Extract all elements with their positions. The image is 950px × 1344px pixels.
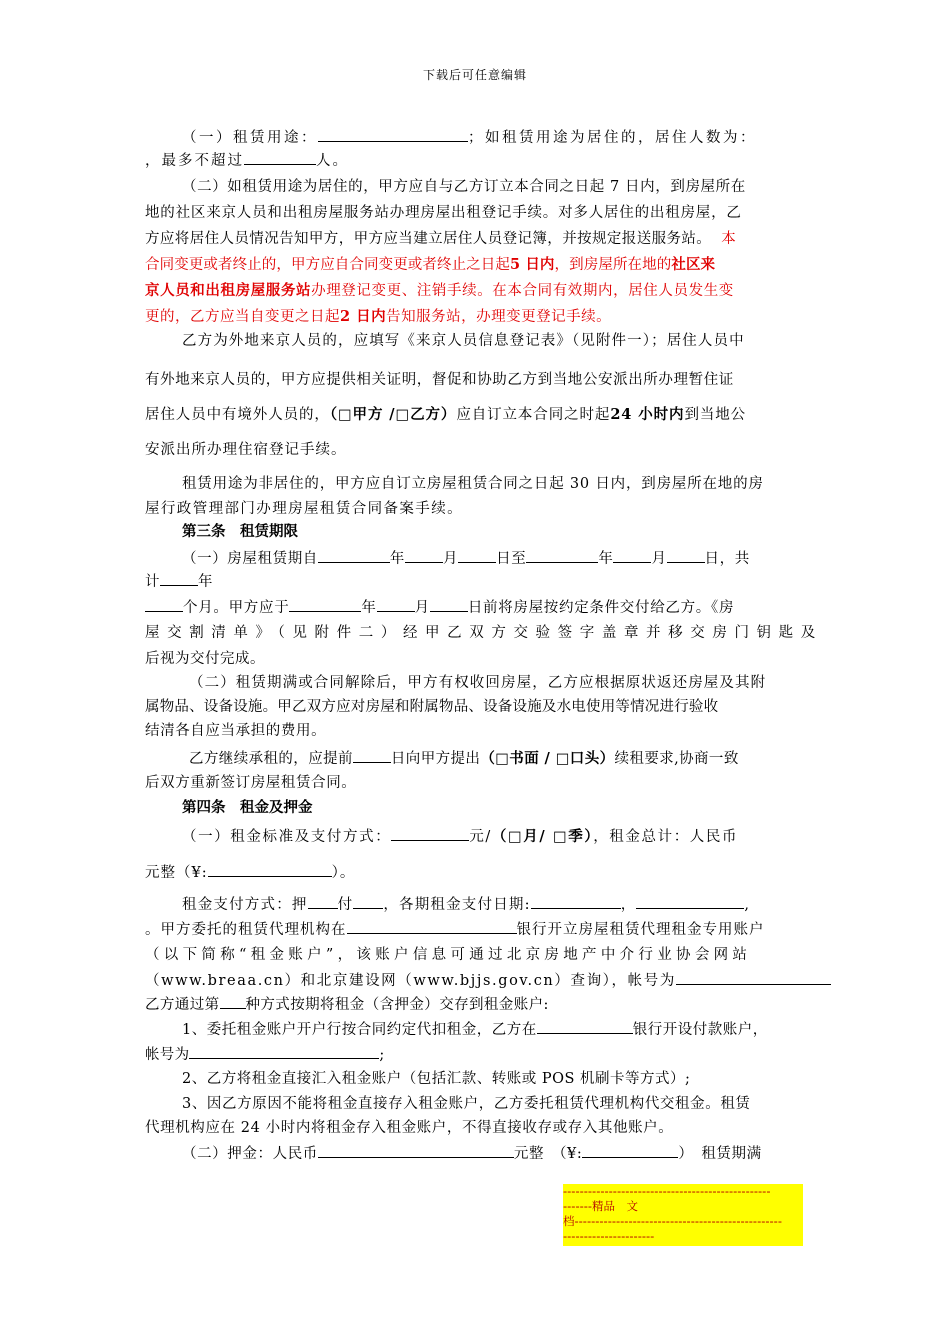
document-line (145, 548, 750, 569)
document-line (145, 281, 734, 301)
text-segment: ）。 (331, 865, 356, 881)
text-segment: ， (620, 897, 637, 913)
text-segment: 元整（¥: (145, 865, 208, 881)
text-segment: （二）押金：人民币 (182, 1146, 318, 1162)
text-segment: 年 (389, 551, 406, 567)
text-segment: ；如租赁用途为居住的，居住人数为： (468, 130, 757, 146)
text-segment: 安派出所办理住宿登记手续。 (145, 442, 347, 458)
blank-fill-line (531, 894, 621, 909)
text-segment: 人。 (316, 153, 349, 169)
blank-fill-line (636, 894, 744, 909)
document-line (145, 649, 265, 669)
text-segment: 元/ (469, 829, 492, 845)
text-segment: 租赁用途为非居住的，甲方应自订立房屋租赁合同之日起 30 日内，到房屋所在地的房 (182, 476, 764, 492)
text-segment: ，最多不超过 (145, 153, 244, 169)
text-segment: 月 (414, 600, 430, 616)
text-segment: 屋交割清单》（见附件二）经甲乙双方交验签字盖章并移交房门钥匙及 (145, 625, 823, 641)
document-line (145, 1143, 762, 1164)
text-segment: 年 (198, 574, 213, 590)
footer-line-4: ---------------------- (563, 1229, 655, 1243)
document-line (145, 440, 347, 460)
text-segment: 代理机构应在 24 小时内将租金存入租金账户，不得直接收存或存入其他账户。 (145, 1120, 674, 1136)
text-segment: 后视为交付完成。 (145, 651, 265, 667)
text-segment: （www.breaa.cn）和北京建设网（www.bjjs.gov.cn）查询），帐号为 (145, 973, 676, 989)
blank-fill-line (244, 150, 316, 165)
text-segment: （以下简称“租金账户”，该账户信息可通过北京房地产中介行业协会网站 (145, 947, 752, 963)
blank-fill-line (377, 597, 415, 612)
document-line (145, 623, 823, 643)
text-segment: 第三条 租赁期限 (182, 523, 298, 540)
text-segment: 日，共 (704, 551, 750, 567)
text-segment: 社区来 (671, 256, 716, 273)
text-segment: （二）租赁期满或合同解除后，甲方有权收回房屋，乙方应根据原状返还房屋及其附 (189, 675, 767, 691)
text-segment: 租金支付方式：押 (182, 897, 308, 913)
text-segment: 月 (443, 551, 459, 567)
text-segment: 到当地公 (684, 407, 747, 423)
text-segment: 屋行政管理部门办理房屋租赁合同备案手续。 (145, 501, 463, 517)
text-segment: 续租要求,协商一致 (614, 751, 739, 767)
document-line (145, 697, 718, 717)
blank-fill-line (667, 548, 705, 563)
text-segment: 月 (651, 551, 667, 567)
text-segment: 后双方重新签订房屋租赁合同。 (145, 775, 357, 791)
document-line (145, 945, 751, 965)
text-segment: 24 小时内 (610, 406, 685, 423)
document-line (145, 229, 736, 249)
blank-fill-line (308, 894, 338, 909)
blank-fill-line (458, 548, 496, 563)
text-segment: （一）租赁用途： (182, 130, 318, 146)
footer-line-1: -------------------------------------------------- (563, 1184, 771, 1198)
blank-fill-line (208, 862, 332, 877)
document-line (145, 826, 738, 847)
text-segment: 种方式按期将租金（含押金）交存到租金账户: (245, 997, 549, 1013)
document-line (145, 862, 355, 883)
document-line (145, 405, 746, 425)
document-line (145, 127, 757, 148)
text-segment: 付 (337, 897, 354, 913)
text-segment: 乙方为外地来京人员的，应填写《来京人员信息登记表》（见附件一）；居住人员中 (182, 333, 745, 349)
text-segment: 元整 （¥: (513, 1146, 583, 1162)
document-line (145, 798, 313, 818)
text-segment: ） 租赁期满 (678, 1146, 762, 1162)
text-segment: 本 (721, 231, 737, 247)
text-segment: 银行开设付款账户， (632, 1022, 768, 1038)
blank-fill-line (189, 1044, 379, 1059)
document-line (145, 748, 739, 769)
text-segment: 帐号为 (145, 1047, 190, 1063)
document-line (145, 177, 746, 197)
text-segment: （□甲方 /□乙方） (329, 406, 457, 423)
document-line (145, 721, 326, 741)
document-line (145, 1094, 751, 1114)
text-segment: 计 (145, 574, 160, 590)
text-segment: 京人员和出租房屋服务站 (145, 282, 312, 299)
text-segment: 合同变更或者终止的，甲方应自合同变更或者终止之日起 (145, 257, 510, 273)
document-line (145, 1019, 768, 1040)
document-line (145, 571, 213, 592)
document-line (145, 255, 715, 275)
text-segment: （一）租金标准及支付方式： (182, 829, 392, 845)
page-header: 下载后可任意编辑 (422, 68, 527, 82)
text-segment: 年 (598, 551, 614, 567)
document-line (145, 773, 356, 793)
text-segment: （□月/ □季） (491, 828, 594, 845)
blank-fill-line (318, 548, 390, 563)
blank-fill-line (318, 1143, 514, 1158)
text-segment: ，到房屋所在地的 (554, 257, 672, 273)
document-line (145, 1044, 385, 1065)
document-line (145, 1069, 690, 1089)
text-segment: 居住人员中有境外人员的， (145, 407, 330, 423)
document-line (145, 203, 742, 223)
footer-watermark-box (563, 1184, 803, 1246)
footer-line-2: -------精品 文 (563, 1199, 639, 1213)
text-segment: 5 日内 (510, 256, 555, 273)
text-segment: 。甲方委托的租赁代理机构在 (145, 922, 347, 938)
blank-fill-line (526, 548, 598, 563)
blank-fill-line (582, 1143, 678, 1158)
text-segment: 属物品、设备设施。甲乙双方应对房屋和附属物品、设备设施及水电使用等情况进行验收 (145, 699, 719, 715)
text-segment: 更的，乙方应当自变更之日起 (145, 309, 340, 325)
text-segment: （二）如租赁用途为居住的，甲方应自与乙方订立本合同之日起 7 日内，到房屋所在 (182, 179, 746, 195)
text-segment: 第四条 租金及押金 (182, 799, 313, 816)
document-line (145, 331, 745, 351)
document-line (145, 150, 349, 171)
blank-fill-line (353, 894, 383, 909)
blank-fill-line (391, 826, 469, 841)
text-segment: 3、因乙方原因不能将租金直接存入租金账户，乙方委托租赁代理机构代交租金。租赁 (182, 1096, 751, 1112)
blank-fill-line (220, 994, 246, 1009)
text-segment: 应自订立本合同之时起 (456, 407, 611, 423)
document-line (145, 370, 734, 390)
text-segment: 1、委托租金账户开户行按合同约定代扣租金，乙方在 (182, 1022, 537, 1038)
text-segment: （一）房屋租赁期自 (182, 551, 318, 567)
blank-fill-line (347, 919, 517, 934)
text-segment: 告知服务站，办理变更登记手续。 (386, 309, 612, 325)
blank-fill-line (353, 748, 391, 763)
text-segment: , (744, 897, 751, 913)
blank-fill-line (289, 597, 361, 612)
document-line (145, 499, 463, 519)
blank-fill-line (318, 127, 468, 142)
blank-fill-line (537, 1019, 633, 1034)
blank-fill-line (405, 548, 443, 563)
footer-line-3: 档-------------------------------------------------- (563, 1214, 782, 1228)
text-segment: 银行开立房屋租赁代理租金专用账户 (516, 922, 765, 938)
blank-fill-line (430, 597, 468, 612)
blank-fill-line (676, 970, 831, 985)
text-segment: 2、乙方将租金直接汇入租金账户（包括汇款、转账或 POS 机刷卡等方式）; (182, 1071, 691, 1087)
text-segment: 有外地来京人员的，甲方应提供相关证明，督促和协助乙方到当地公安派出所办理暂住证 (145, 372, 734, 388)
document-line (145, 307, 611, 327)
document-line (145, 474, 764, 494)
text-segment: 地的社区来京人员和出租房屋服务站办理房屋出租登记手续。对多人居住的出租房屋，乙 (145, 205, 742, 221)
document-line (145, 970, 831, 991)
document-line (145, 522, 298, 542)
document-line (145, 994, 549, 1015)
text-segment: （□书面 / □口头） (480, 750, 615, 767)
text-segment: ，租金总计：人民币 (593, 829, 739, 845)
document-line (145, 1118, 673, 1138)
blank-fill-line (160, 571, 198, 586)
text-segment: 日向甲方提出 (390, 751, 481, 767)
text-segment: 乙方通过第 (145, 997, 220, 1013)
document-line (145, 673, 766, 693)
text-segment: 方应将居住人员情况告知甲方，甲方应当建立居住人员登记簿，并按规定报送服务站。 (145, 231, 712, 247)
text-segment: 年 (361, 600, 377, 616)
text-segment: 日至 (496, 551, 527, 567)
text-segment: 日前将房屋按约定条件交付给乙方。《房 (467, 600, 735, 616)
text-segment: 乙方继续承租的，应提前 (189, 751, 353, 767)
text-segment: ; (379, 1047, 385, 1063)
document-line (145, 894, 750, 915)
text-segment: 办理登记变更、注销手续。在本合同有效期内，居住人员发生变 (311, 283, 734, 299)
document-line (145, 919, 765, 940)
text-segment: 个月。甲方应于 (183, 600, 290, 616)
text-segment: 结清各自应当承担的费用。 (145, 723, 327, 739)
blank-fill-line (613, 548, 651, 563)
text-segment: 2 日内 (340, 308, 387, 325)
text-segment: ，各期租金支付日期: (383, 897, 531, 913)
document-line (145, 597, 734, 618)
blank-fill-line (145, 597, 183, 612)
